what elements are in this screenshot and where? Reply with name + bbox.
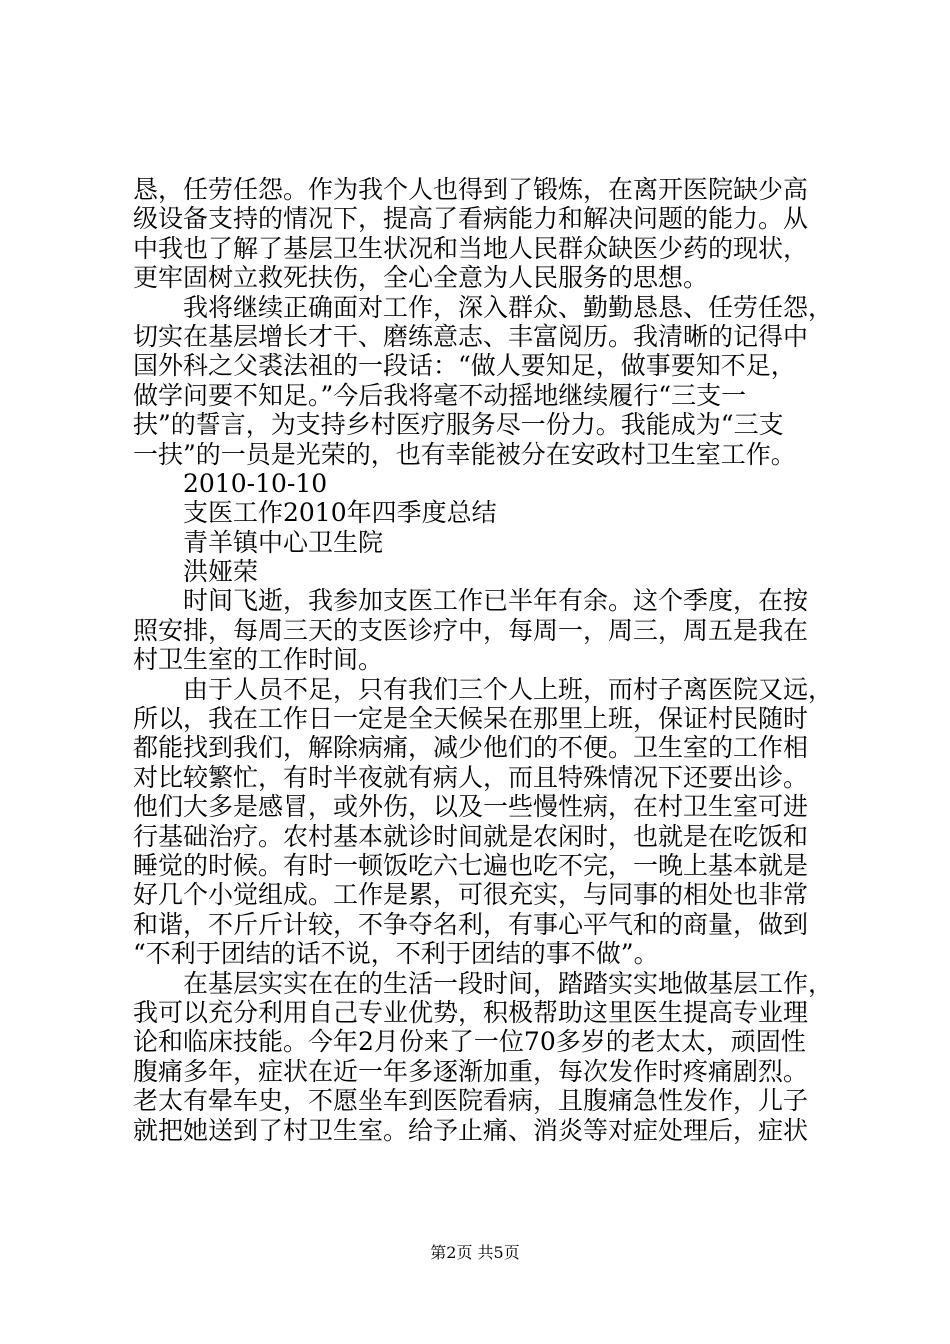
text-line: 和谐，不斤斤计较，不争夺名利，有事心平气和的商量，做到 [133,909,809,939]
text-line: 由于人员不足，只有我们三个人上班，而村子离医院又远， [133,674,834,704]
text-line: 我将继续正确面对工作，深入群众、勤勤恳恳、任劳任怨， [133,292,834,322]
text-line: 好几个小觉组成。工作是累，可很充实，与同事的相处也非常 [133,880,809,910]
organization-line: 青羊镇中心卫生院 [133,527,384,557]
text-line: 中我也了解了基层卫生状况和当地人民群众缺医少药的现状， [133,233,809,263]
text-line: 做学问要不知足。”今后我将毫不动摇地继续履行“三支一 [133,380,747,410]
text-line: 他们大多是感冒，或外伤，以及一些慢性病，在村卫生室可进 [133,792,809,822]
text-line: 更牢固树立救死扶伤，全心全意为人民服务的思想。 [133,263,709,293]
text-line: 扶”的誓言，为支持乡村医疗服务尽一份力。我能成为“三支 [133,410,784,440]
text-line: 对比较繁忙，有时半夜就有病人，而且特殊情况下还要出诊。 [133,762,809,792]
text-line: 级设备支持的情况下，提高了看病能力和解决问题的能力。从 [133,204,809,234]
text-line: 一扶”的一员是光荣的，也有幸能被分在安政村卫生室工作。 [133,439,796,469]
text-line: 切实在基层增长才干、磨练意志、丰富阅历。我清晰的记得中 [133,321,809,351]
document-body [133,175,833,1145]
page-number-footer: 第2页 共5页 [430,1243,520,1262]
text-line: “不利于团结的话不说，不利于团结的事不做”。 [133,939,659,969]
text-line: 恳，任劳任怨。作为我个人也得到了锻炼，在离开医院缺少高 [133,175,809,204]
text-line: 我可以充分利用自己专业优势，积极帮助这里医生提高专业理 [133,997,809,1027]
text-line: 在基层实实在在的生活一段时间，踏踏实实地做基层工作， [133,968,834,998]
text-line: 所以，我在工作日一定是全天候呆在那里上班，保证村民随时 [133,704,809,734]
text-line: 都能找到我们，解除病痛，减少他们的不便。卫生室的工作相 [133,733,809,763]
text-line: 论和临床技能。今年2月份来了一位70多岁的老太太，顽固性 [133,1027,806,1057]
report-title: 支医工作2010年四季度总结 [133,498,497,528]
text-line: 就把她送到了村卫生室。给予止痛、消炎等对症处理后，症状 [133,1115,809,1145]
text-line: 时间飞逝，我参加支医工作已半年有余。这个季度，在按 [133,586,809,616]
text-line: 老太有晕车史，不愿坐车到医院看病，且腹痛急性发作，儿子 [133,1086,809,1116]
text-line: 照安排，每周三天的支医诊疗中，每周一，周三，周五是我在 [133,615,809,645]
text-line: 睡觉的时候。有时一顿饭吃六七遍也吃不完，一晚上基本就是 [133,850,809,880]
text-line: 国外科之父裘法祖的一段话：“做人要知足，做事要知不足， [133,351,796,381]
text-line: 腹痛多年，症状在近一年多逐渐加重，每次发作时疼痛剧烈。 [133,1056,809,1086]
text-line: 行基础治疗。农村基本就诊时间就是农闲时，也就是在吃饭和 [133,821,809,851]
author-line: 洪娅荣 [133,557,259,587]
text-line: 村卫生室的工作时间。 [133,645,384,675]
date-line: 2010-10-10 [133,468,328,498]
